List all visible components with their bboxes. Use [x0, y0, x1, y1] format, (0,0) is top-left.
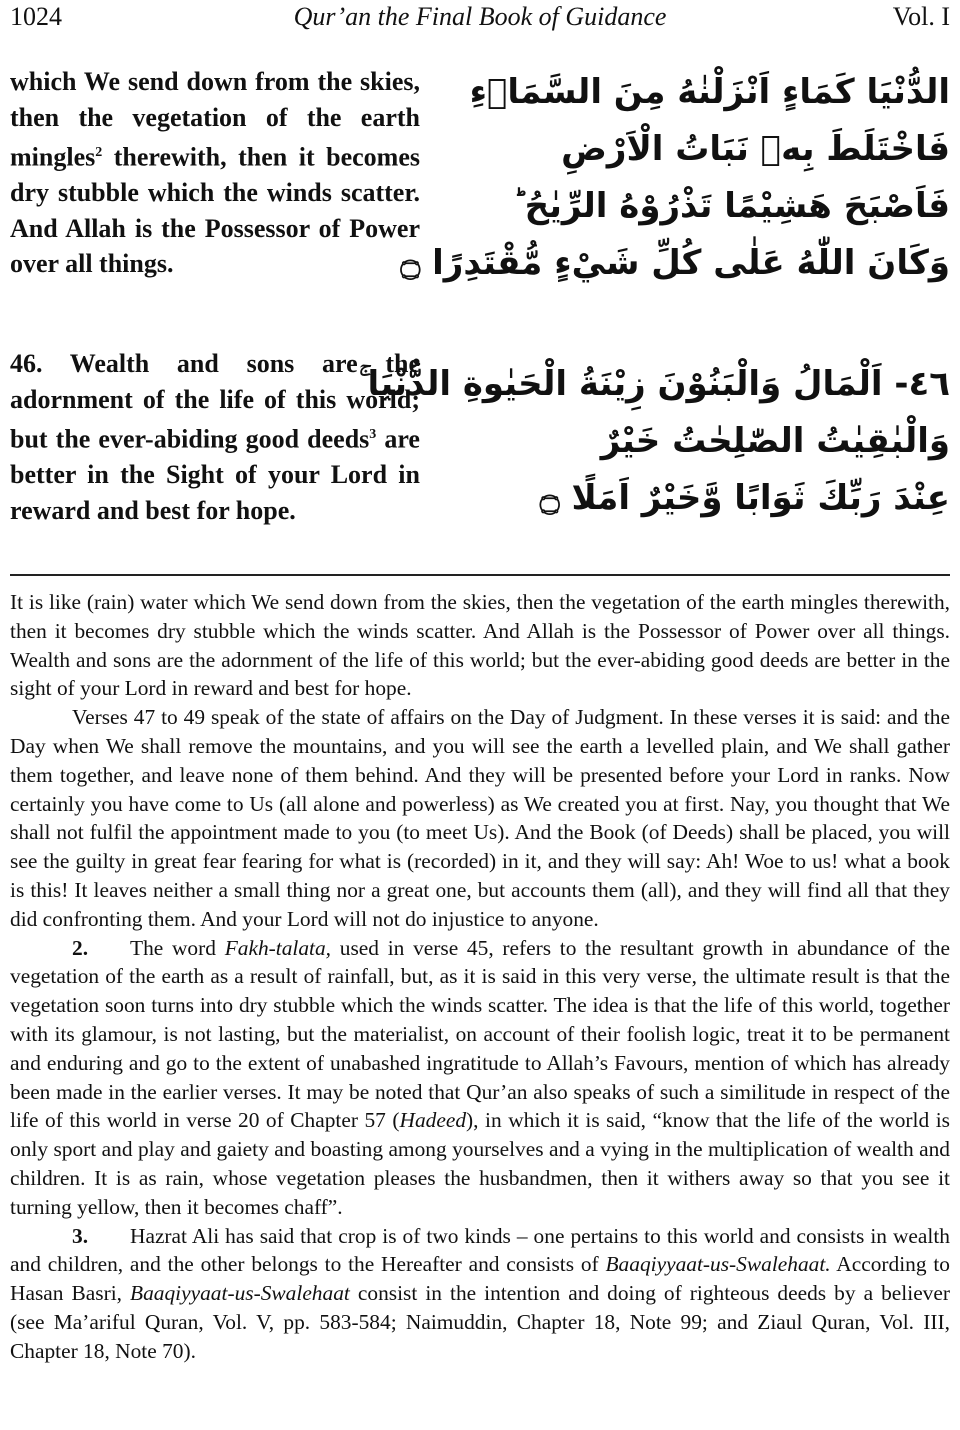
verse-46-arabic: [359, 356, 950, 527]
footnote-text: used in verse 45, refers to the resultant growth in abundance of the vegetation of the earth as a result of rainfall, but, as it is said in this very verse, the ultimate result is that the vegetation soon turns into dry stubble which the winds scatter. The idea is that the life of this world, together with its glamour, is not lasting, but the materialist, on account of their foolish logic, treat it to be permanent and enduring and go to the extent of unabashed ingratitude to Allah’s Favours, mention of which has already been made in the earlier verses. It may be noted that Qur’an also speaks of such a similitude in respect of the life of this world in verse 20 of Chapter 57 (: [10, 935, 950, 1133]
footnote-term: Baaqiyyaat-us-Swalehaat.: [605, 1252, 831, 1277]
verse-45-text-cont: therewith, then it becomes dry stubble which the winds scatter. And Allah is the Possessor of Power over all things.: [10, 142, 420, 279]
footnote-ref-3: 3: [369, 427, 377, 442]
footnote-term: Baaqiyyaat-us-Swalehaat: [130, 1281, 350, 1306]
verse-45-translation: [10, 64, 420, 282]
verse-46-text: 46. Wealth and sons are the adornment of the life of this world; but the ever-abiding good deeds: [10, 349, 420, 454]
footnote-text: The word: [130, 935, 225, 960]
footnote-text: ), in which it is said, “know that the life of the world is only sport and play and gaiety and boasting among yourselves and a vying in the multiplication of wealth and children. It is as rain, whose vegetation pleases the husbandmen, then it withers away so that you see it turning yellow, then it becomes chaff”.: [10, 1108, 950, 1219]
arabic-line: فَاَصْبَحَ هَشِيْمًا تَذْرُوْهُ الرِّيٰحُ ؕ: [512, 186, 950, 226]
footnote-text: Hazrat Ali has said that crop is of two kinds – one pertains to this world and consists in wealth and children, and the other belongs to the Hereafter and consists of: [10, 1223, 950, 1277]
commentary-paragraph: Verses 47 to 49 speak of the state of affairs on the Day of Judgment. In these verses it is said: and the Day when We shall remove the mountains, and you will see the earth a levelled plain, and We shall gather them together, and leave none of them behind. And they will be presented before your Lord in ranks. Now certainly you have come to Us (all alone and powerless) as We created you at first. Nay, you thought that We shall not fulfil the appointment made to you (to meet Us). And the Book (of Deeds) shall be placed, you will see the guilty in great fear fearing for what is (recorded) in it, and they will say: Ah! Woe to us! what a book is this! It leaves neither a small thing nor a great one, but accounts them (all), and they will find all that they did confronting them. And your Lord will not do injustice to anyone.: [10, 705, 950, 931]
arabic-line: عِنْدَ رَبِّكَ ثَوَابًا وَّخَيْرٌ اَمَلًا ۝: [539, 478, 950, 518]
footnote-3: [10, 1222, 950, 1366]
book-title: Qur’an the Final Book of Guidance: [293, 2, 667, 31]
footnote-term: Fakh-talata,: [224, 935, 332, 960]
running-header: [10, 0, 950, 34]
commentary-paragraph: It is like (rain) water which We send down from the skies, then the vegetation of the earth mingles therewith, then it becomes dry stubble which the winds scatter. And Allah is the Possessor of Power over all things. Wealth and sons are the adornment of the life of this world; but the ever-abiding good deeds are better in the sight of your Lord in reward and best for hope.: [10, 590, 950, 701]
footnote-2: [10, 934, 950, 1222]
arabic-line: وَالْبٰقِيٰتُ الصّٰلِحٰتُ خَيْرٌ: [600, 421, 950, 461]
footnote-text: consist in the intention and doing of righteous deeds by a believer (see Ma’ariful Quran, Vol. V, pp. 583-584; Naimuddin, Chapter 18, Note 99; and Ziaul Quran, Vol. III, Chapter 18, Note 70).: [10, 1281, 950, 1363]
arabic-line: وَكَانَ اللّٰهُ عَلٰى كُلِّ شَيْءٍ مُّقْتَدِرًا ۝: [400, 243, 950, 283]
arabic-line: الدُّنْيَا كَمَاءٍ اَنْزَلْنٰهُ مِنَ السَّمَاۤءِ: [469, 72, 950, 112]
chapter-name: Hadeed: [399, 1108, 467, 1133]
arabic-line: ٤٦- اَلْمَالُ وَالْبَنُوْنَ زِيْنَةُ الْحَيٰوةِ الدُّنْيَا ۚ: [359, 364, 950, 404]
footnote-number: 2.: [72, 935, 89, 960]
footnote-number: 3.: [72, 1223, 89, 1248]
page-number: 1024: [10, 2, 62, 31]
verse-45-text: which We send down from the skies, then the vegetation of the earth mingles: [10, 67, 420, 172]
arabic-line: فَاخْتَلَطَ بِهٖ نَبَاتُ الْاَرْضِ: [561, 129, 950, 169]
commentary: [10, 588, 950, 1366]
volume-label: Vol. I: [892, 2, 950, 31]
verse-46-text-cont: are better in the Sight of your Lord in reward and best for hope.: [10, 424, 420, 525]
verse-45-arabic: [400, 64, 950, 292]
footnote-ref-2: 2: [95, 145, 103, 160]
footnote-text: According to Hasan Basri,: [10, 1252, 950, 1306]
section-divider: [10, 574, 950, 576]
